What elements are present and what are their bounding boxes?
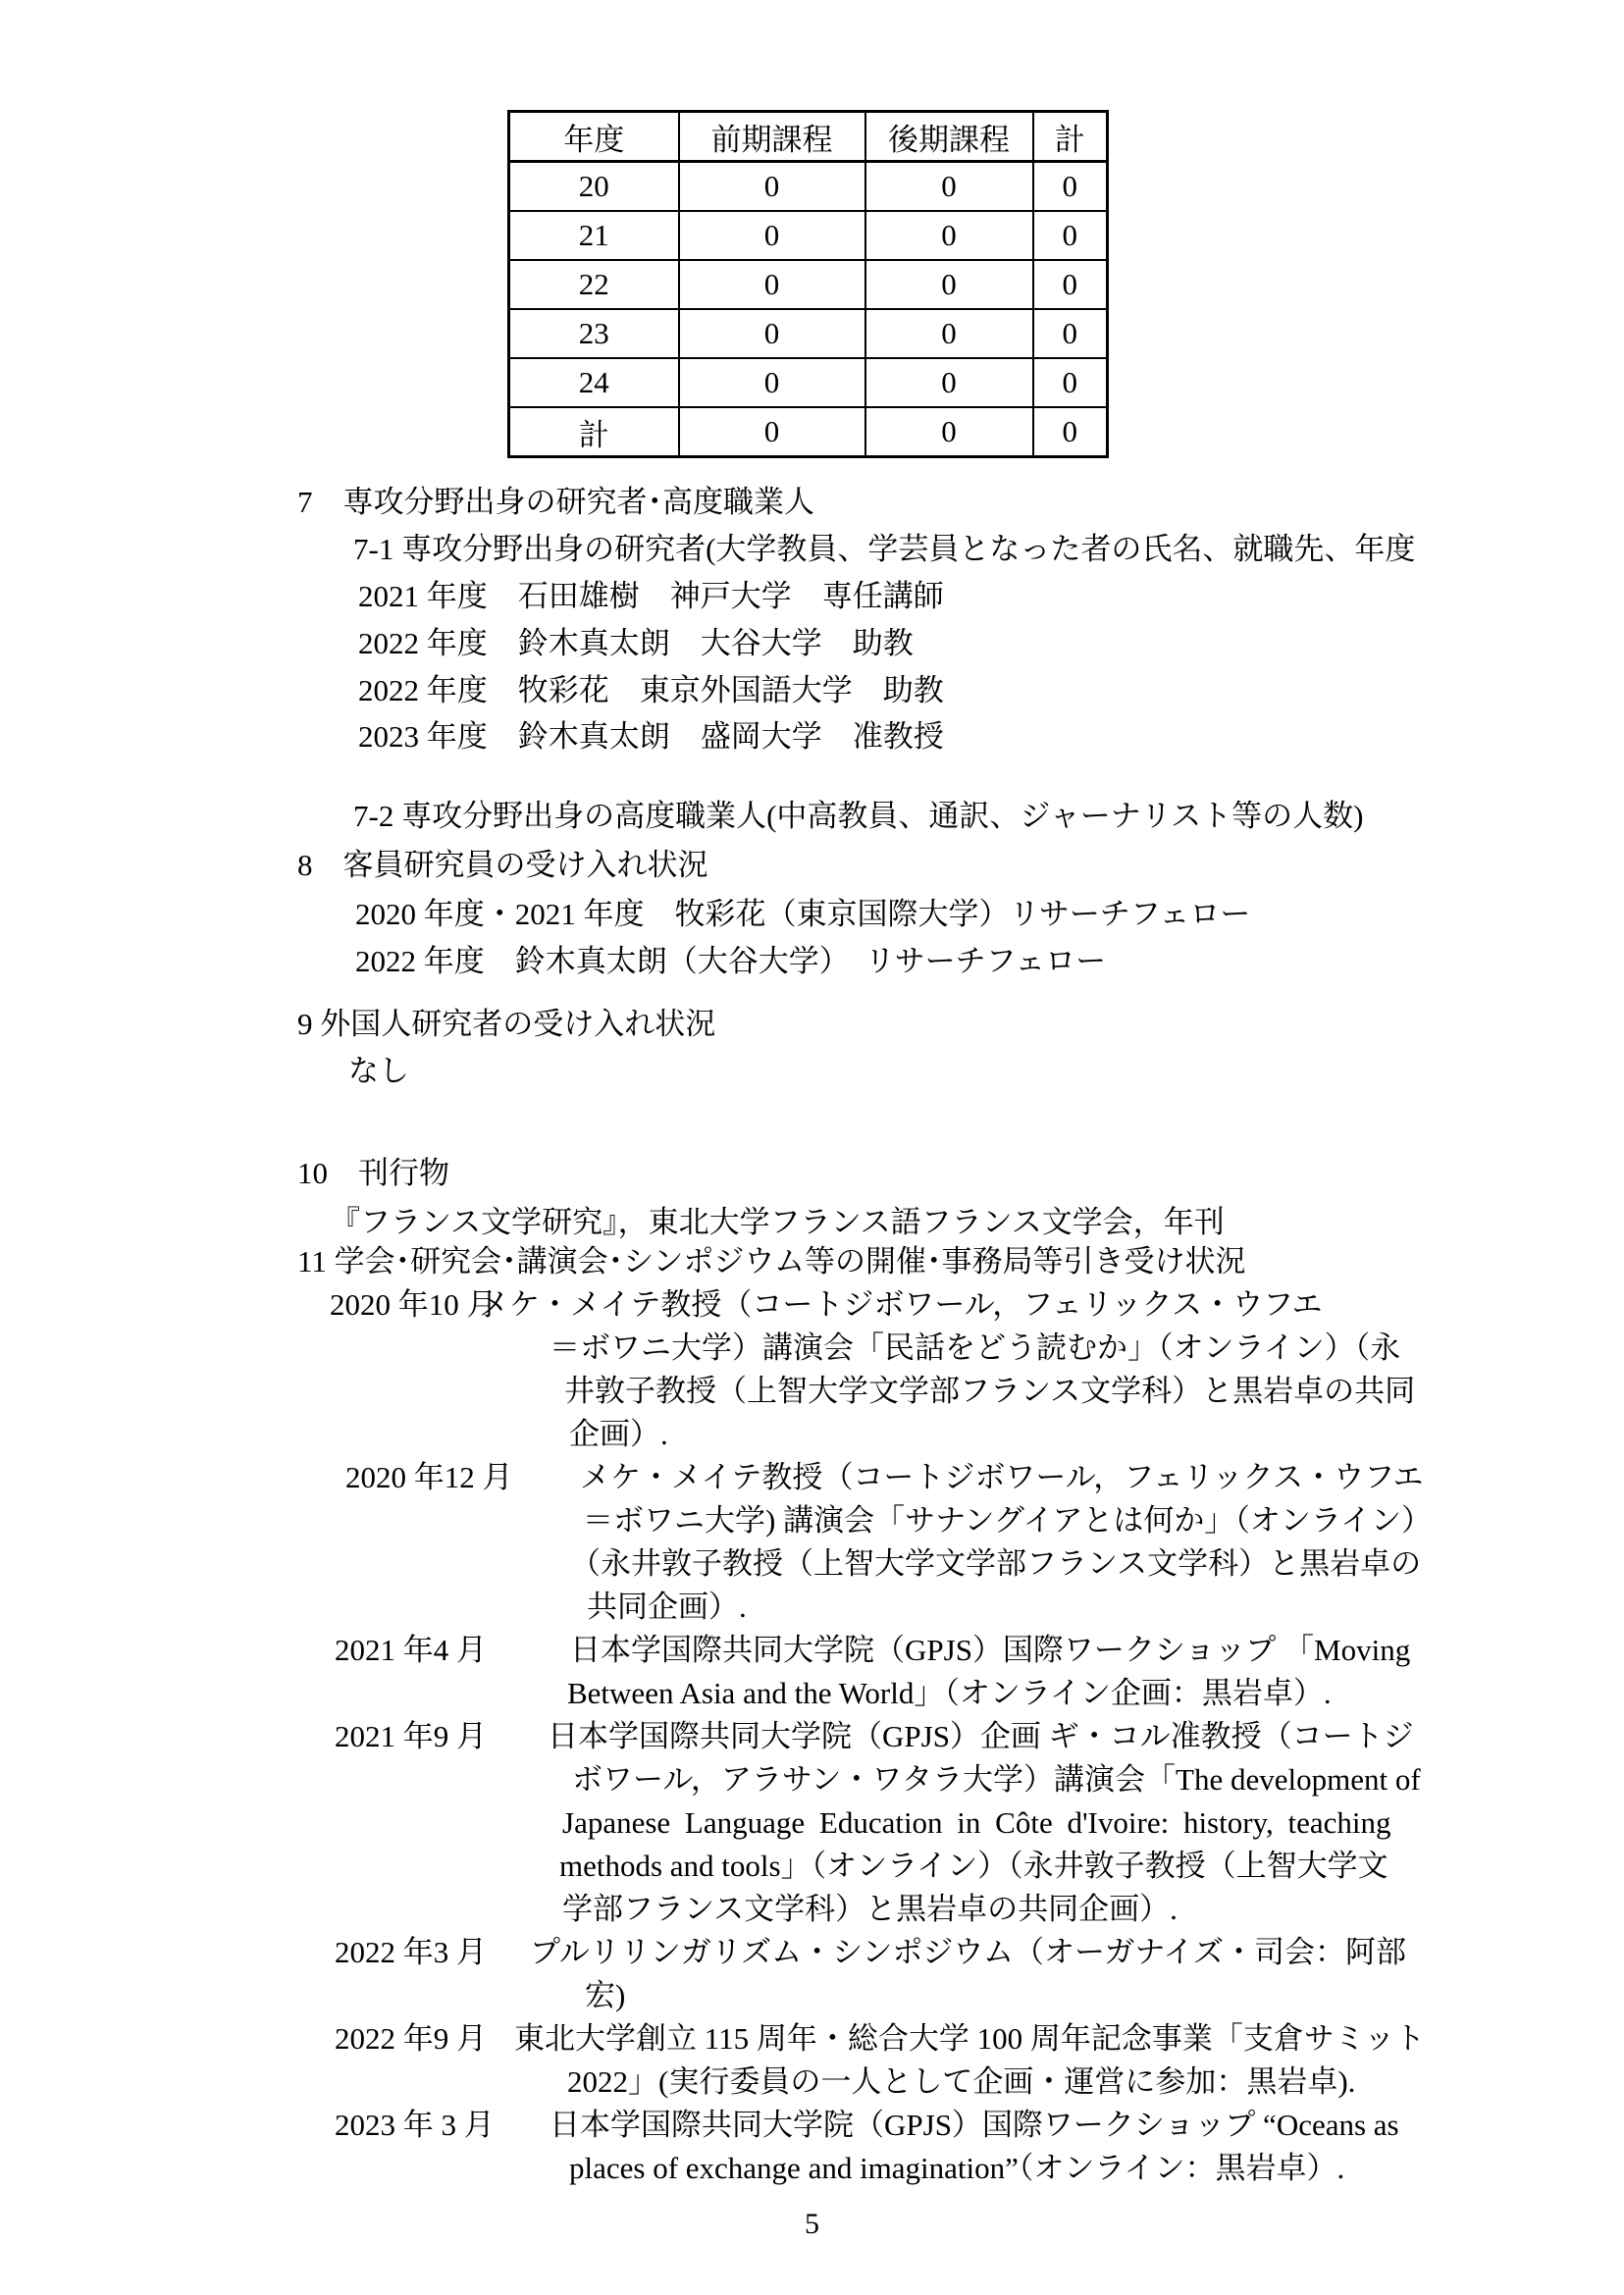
event-1-line: メケ・メイテ教授（コートジボワール，フェリックス・ウフエ xyxy=(479,1287,1323,1322)
event-1-date: 2020 年10 月 xyxy=(330,1287,498,1322)
table-cell: 0 xyxy=(865,260,1033,309)
table-row xyxy=(509,260,1108,309)
event-3-date: 2021 年4 月 xyxy=(335,1633,487,1667)
section-11-heading: 11 学会･研究会･講演会･シンポジウム等の開催･事務局等引き受け状況 xyxy=(297,1244,1246,1278)
table-cell: 0 xyxy=(865,358,1033,407)
table-row xyxy=(509,162,1108,212)
section-10-body: 『フランス文学研究』，東北大学フランス語フランス文学会，年刊 xyxy=(330,1205,1225,1239)
event-7-line: 日本学国際共同大学院（GPJS）国際ワークショップ “Oceans as xyxy=(550,2108,1399,2142)
event-5-date: 2022 年3 月 xyxy=(335,1935,487,1969)
event-4-date: 2021 年9 月 xyxy=(335,1719,487,1753)
section-7-1-heading: 7-1 専攻分野出身の研究者(大学教員、学芸員となった者の氏名、就職先、年度 xyxy=(353,532,1416,566)
event-5-line: プルリリンガリズム・シンポジウム（オーガナイズ・司会：阿部 xyxy=(530,1935,1406,1969)
table-cell: 22 xyxy=(509,260,679,309)
table-cell: 0 xyxy=(1033,309,1108,358)
researcher-entry: 2022 年度 牧彩花 東京外国語大学 助教 xyxy=(358,673,944,707)
table-cell: 0 xyxy=(679,309,865,358)
table-cell: 23 xyxy=(509,309,679,358)
section-7-2-heading: 7-2 専攻分野出身の高度職業人(中高教員、通訳、ジャーナリスト等の人数) xyxy=(353,799,1364,833)
table-header-cell: 後期課程 xyxy=(865,112,1033,162)
event-1-line: 井敦子教授（上智大学文学部フランス文学科）と黒岩卓の共同 xyxy=(564,1374,1416,1408)
event-4-line: Japanese Language Education in Côte d'Ivoire: history, teaching xyxy=(562,1805,1391,1840)
table-cell: 0 xyxy=(1033,407,1108,457)
table-row xyxy=(509,407,1108,457)
table-cell: 0 xyxy=(865,407,1033,457)
event-7-line: places of exchange and imagination”（オンライン：黒岩卓）. xyxy=(569,2151,1345,2185)
table-header-row xyxy=(509,112,1108,162)
table-cell: 0 xyxy=(1033,260,1108,309)
table-cell: 0 xyxy=(679,162,865,212)
section-8-heading: 8 客員研究員の受け入れ状況 xyxy=(297,848,708,882)
table-cell: 0 xyxy=(679,407,865,457)
event-2-line: メケ・メイテ教授（コートジボワール，フェリックス・ウフエ xyxy=(580,1460,1424,1494)
event-2-date: 2020 年12 月 xyxy=(345,1460,513,1494)
table-header-cell: 計 xyxy=(1033,112,1108,162)
event-1-line: ＝ボワニ大学）講演会「民話をどう読むか」（オンライン）（永 xyxy=(550,1330,1401,1365)
event-6-line: 2022」(実行委員の一人として企画・運営に参加：黒岩卓). xyxy=(567,2064,1356,2099)
table-cell: 計 xyxy=(509,407,679,457)
visiting-researcher-entry: 2022 年度 鈴木真太朗（大谷大学） リサーチフェロー xyxy=(355,944,1107,978)
table-cell: 21 xyxy=(509,211,679,260)
table-cell: 0 xyxy=(1033,358,1108,407)
table-row xyxy=(509,358,1108,407)
event-3-line: Between Asia and the World」（オンライン企画：黒岩卓）. xyxy=(567,1676,1332,1710)
event-4-line: methods and tools」（オンライン）（永井敦子教授（上智大学文 xyxy=(559,1849,1388,1883)
table-cell: 0 xyxy=(865,211,1033,260)
event-7-date: 2023 年 3 月 xyxy=(335,2108,495,2142)
event-5-line: 宏) xyxy=(585,1978,626,2012)
section-10-heading: 10 刊行物 xyxy=(297,1156,449,1190)
table-row xyxy=(509,309,1108,358)
event-6-line: 東北大学創立 115 周年・総合大学 100 周年記念事業「支倉サミット xyxy=(514,2021,1426,2056)
event-4-line: ボワール，アラサン・ワタラ大学）講演会「The development of xyxy=(572,1762,1421,1797)
section-9-body: なし xyxy=(348,1054,409,1088)
table-header-cell: 前期課程 xyxy=(679,112,865,162)
enrollment-table xyxy=(507,110,1109,458)
visiting-researcher-entry: 2020 年度・2021 年度 牧彩花（東京国際大学）リサーチフェロー xyxy=(355,897,1251,931)
table-cell: 0 xyxy=(1033,162,1108,212)
table-header-cell: 年度 xyxy=(509,112,679,162)
table-cell: 0 xyxy=(865,162,1033,212)
event-2-line: ＝ボワニ大学) 講演会「サナングイアとは何か」（オンライン） xyxy=(583,1503,1432,1538)
table-cell: 0 xyxy=(865,309,1033,358)
event-4-line: 学部フランス文学科）と黒岩卓の共同企画）. xyxy=(562,1892,1178,1926)
event-2-line: （永井敦子教授（上智大学文学部フランス文学科）と黒岩卓の xyxy=(570,1546,1422,1581)
event-4-line: 日本学国際共同大学院（GPJS）企画 ギ・コル准教授（コートジ xyxy=(548,1719,1414,1753)
table-cell: 20 xyxy=(509,162,679,212)
researcher-entry: 2023 年度 鈴木真太朗 盛岡大学 准教授 xyxy=(358,719,944,754)
table-cell: 0 xyxy=(679,260,865,309)
researcher-entry: 2022 年度 鈴木真太朗 大谷大学 助教 xyxy=(358,626,914,660)
table-cell: 24 xyxy=(509,358,679,407)
section-9-heading: 9 外国人研究者の受け入れ状況 xyxy=(297,1007,716,1041)
table-cell: 0 xyxy=(1033,211,1108,260)
page-number: 5 xyxy=(805,2208,819,2240)
section-7-heading: 7 専攻分野出身の研究者･高度職業人 xyxy=(297,485,814,519)
event-2-line: 共同企画）. xyxy=(587,1590,747,1624)
table-row xyxy=(509,211,1108,260)
table-cell: 0 xyxy=(679,211,865,260)
event-1-line: 企画）. xyxy=(569,1417,668,1451)
event-6-date: 2022 年9 月 xyxy=(335,2021,487,2056)
event-3-line: 日本学国際共同大学院（GPJS）国際ワークショップ 「Moving xyxy=(570,1633,1411,1667)
table-cell: 0 xyxy=(679,358,865,407)
researcher-entry: 2021 年度 石田雄樹 神戸大学 専任講師 xyxy=(358,579,944,613)
